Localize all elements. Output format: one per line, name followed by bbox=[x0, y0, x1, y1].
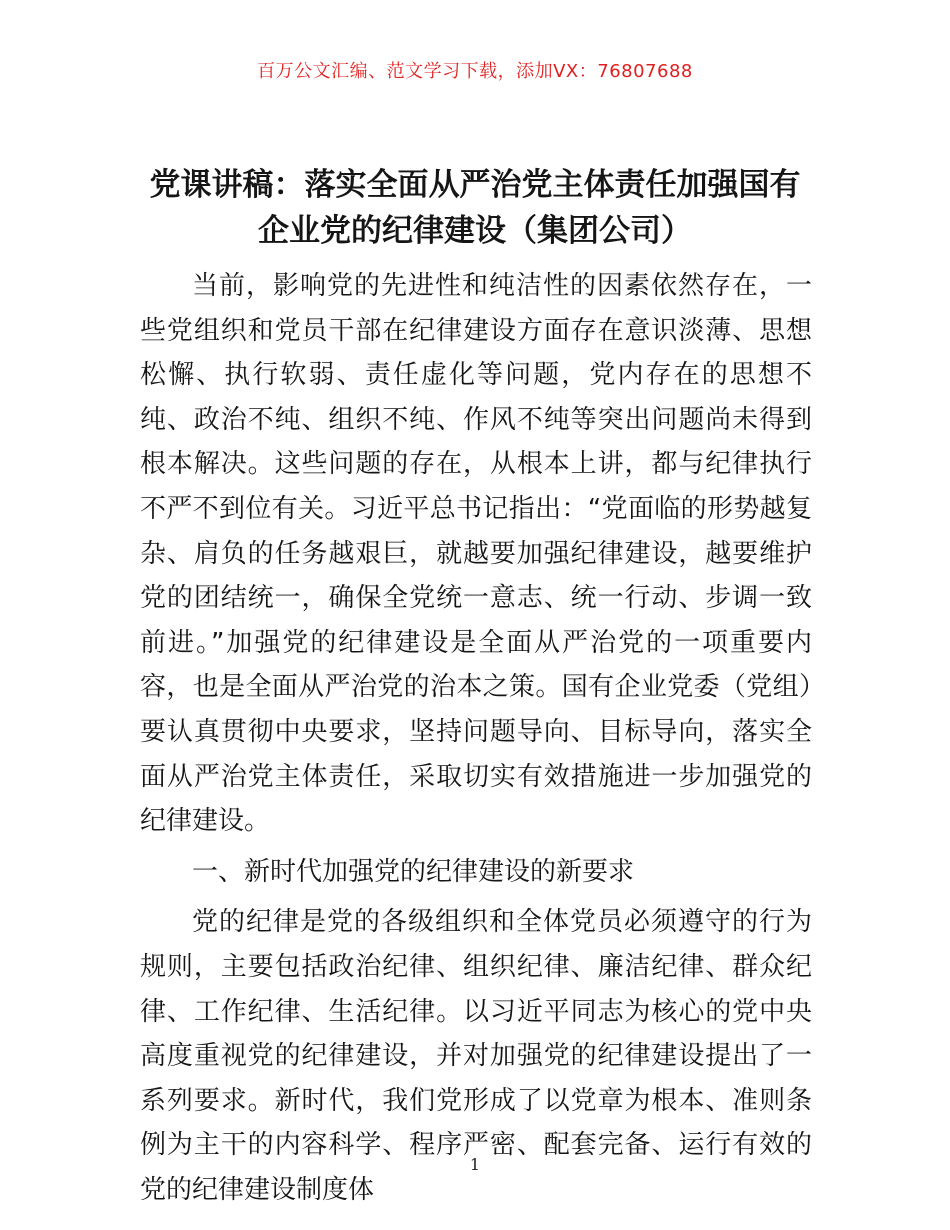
header-note: 百万公文汇编、范文学习下载，添加VX：76807688 bbox=[257, 61, 693, 82]
paragraph-discipline: 党的纪律是党的各级组织和全体党员必须遵守的行为规则，主要包括政治纪律、组织纪律、廉洁纪律、群众纪律、工作纪律、生活纪律。以习近平同志为核心的党中央高度重视党的纪律建设，并对加强党的纪律建设提出了一系列要求。新时代，我们党形成了以党章为根本、准则条例为主干的内容科学、程序严密、配套完备、运行有效的党的纪律建设制度体 bbox=[140, 907, 812, 1205]
page-number: 1 bbox=[469, 1155, 481, 1174]
paragraph-intro: 当前，影响党的先进性和纯洁性的因素依然存在，一些党组织和党员干部在纪律建设方面存在意识淡薄、思想松懈、执行软弱、责任虚化等问题，党内存在的思想不纯、政治不纯、组织不纯、作风不纯等突出问题尚未得到根本解决。这些问题的存在，从根本上讲，都与纪律执行不严不到位有关。习近平总书记指出：“党面临的形势越复杂、肩负的任务越艰巨，就越要加强纪律建设，越要维护党的团结统一，确保全党统一意志、统一行动、步调一致前进。”加强党的纪律建设是全面从严治党的一项重要内容，也是全面从严治党的治本之策。国有企业党委（党组）要认真贯彻中央要求，坚持问题导向、目标导向，落实全面从严治党主体责任，采取切实有效措施进一步加强党的纪律建设。 bbox=[140, 271, 812, 837]
document-body bbox=[140, 264, 812, 1212]
document-title: 党课讲稿：落实全面从严治党主体责任加强国有企业党的纪律建设（集团公司） bbox=[149, 167, 801, 249]
section-heading: 一、新时代加强党的纪律建设的新要求 bbox=[192, 856, 635, 887]
